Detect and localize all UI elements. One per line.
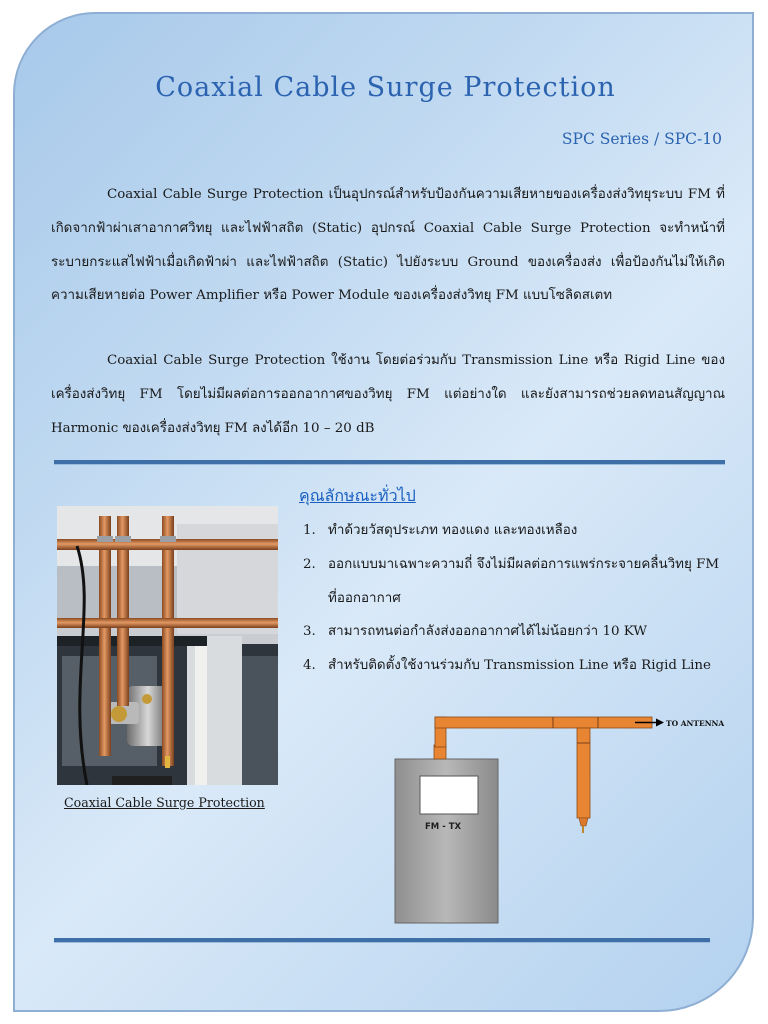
- feature-item-1: [303, 514, 723, 548]
- feature-number: 1.: [303, 523, 316, 538]
- usage-paragraph: Coaxial Cable Surge Protection ใช้งาน โดยต่อร่วมกับ Transmission Line หรือ Rigid Line ของเครื่องส่งวิทยุ FM โดยไม่มีผลต่อการออกอากาศของวิทยุ FM แต่อย่างใด และยังสามารถช่วยลดทอนสัญญาณ Harmonic ของเครื่องส่งวิทยุ FM ลงได้อีก 10 – 20 dB: [51, 353, 725, 436]
- features-list: [303, 514, 723, 683]
- transmitter-display: [420, 776, 478, 814]
- feature-item-4: [303, 649, 723, 683]
- top-divider: [54, 460, 725, 465]
- feature-text: สามารถทนต่อกำลังส่งออกอากาศได้ไม่น้อยกว่า 10 KW: [328, 624, 648, 640]
- surge-protector: [577, 728, 590, 818]
- feature-item-2: [303, 548, 723, 616]
- transmission-line: [435, 717, 652, 728]
- installation-diagram: [390, 711, 740, 936]
- photo-caption: Coaxial Cable Surge Protection: [64, 795, 265, 810]
- document-title: Coaxial Cable Surge Protection: [155, 72, 616, 103]
- feature-text: สำหรับติดตั้งใช้งานร่วมกับ Transmission Line หรือ Rigid Line: [328, 658, 711, 674]
- bottom-divider: [54, 938, 710, 943]
- antenna-label: TO ANTENNA: [666, 719, 725, 728]
- features-heading: คุณลักษณะทั่วไป: [299, 486, 416, 505]
- feature-text: ทำด้วยวัสดุประเภท ทองแดง และทองเหลือง: [328, 523, 578, 538]
- intro-paragraph: Coaxial Cable Surge Protection เป็นอุปกรณ์สำหรับป้องกันความเสียหายของเครื่องส่งวิทยุระบบ FM ที่เกิดจากฟ้าผ่าเสาอากาศวิทยุ และไฟฟ้าสถิต (Static) อุปกรณ์ Coaxial Cable Surge Protection จะทำหน้าที่ระบายกระแสไฟฟ้าเมื่อเกิดฟ้าผ่า และไฟฟ้าสถิต (Static) ไปยังระบบ Ground ของเครื่องส่ง เพื่อป้องกันไม่ให้เกิดความเสียหายต่อ Power Amplifier หรือ Power Module ของเครื่องส่งวิทยุ FM แบบโซลิดสเตท: [51, 187, 725, 304]
- feature-text: ออกแบบมาเฉพาะความถี่ จึงไม่มีผลต่อการแพร่กระจายคลื่นวิทยุ FM ที่ออกอากาศ: [328, 556, 720, 606]
- document-card: [13, 12, 754, 1012]
- feature-number: 3.: [303, 624, 316, 640]
- product-photo: [57, 506, 278, 785]
- tx-label: FM - TX: [425, 822, 462, 832]
- series-label: SPC Series / SPC-10: [561, 130, 722, 148]
- feature-number: 4.: [303, 658, 316, 674]
- feature-number: 2.: [303, 556, 316, 572]
- feature-item-3: [303, 615, 723, 649]
